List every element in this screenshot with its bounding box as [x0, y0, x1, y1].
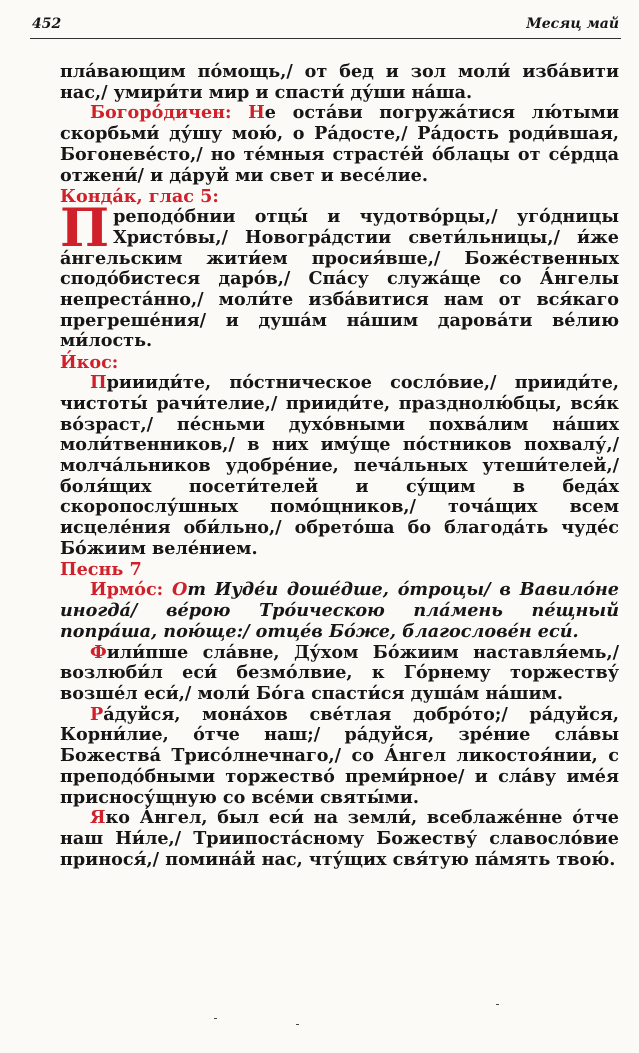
kondak-text: реподо́бнии отцы́ и чудотво́рцы,/ уго́дницы Христо́вы,/ Новогра́дстии свети́льницы,/ и́же а́нгельским жити́ем просия́вше,/ Боже́ственных сподо́бистеся даро́в,/ Спа́су служа́ще со А́нгелы непреста́нно,/ моли́те изба́витися нам от вся́каго прегреше́ния/ и душа́м на́шим дарова́ти ве́лию ми́лость. — [60, 206, 619, 352]
irmos-initial: О — [171, 579, 188, 601]
kondak-heading: Конда́к, глас 5: — [60, 186, 219, 208]
theotokion-label: Богоро́дичен: — [90, 102, 249, 124]
continued-paragraph — [60, 62, 619, 103]
print-speck — [296, 1024, 299, 1025]
troparion-initial: Ф — [90, 641, 107, 663]
troparion-1 — [60, 643, 619, 705]
theotokion-text: е оста́ви погружа́тися лю́тыми скорбьми́ ду́шу мою́, о Ра́досте,/ Ра́дость роди́вшая, Богоневе́сто,/ но те́мныя страсте́й о́блацы от се́рдца отжени́/ и да́руй ми свет и весе́лие. — [60, 102, 619, 186]
paragraph-text: пла́вающим по́мощь,/ от бед и зол моли́ изба́вити нас,/ умири́ти мир и спасти́ ду́ши на́ша. — [60, 61, 619, 103]
theotokion-initial: Н — [248, 102, 265, 124]
kondak-paragraph — [60, 198, 619, 352]
ikos-paragraph — [60, 373, 619, 559]
page-body — [60, 62, 619, 870]
kondak-drop-cap: П — [60, 198, 110, 260]
ikos-heading: И́кос: — [60, 352, 119, 374]
print-speck — [496, 1004, 499, 1005]
troparion-text: или́пше сла́вне, Ду́хом Бо́жиим наставля́емь,/ возлюби́л еси́ безмо́лвие, к Го́рнему торжеству́ возше́л еси́,/ моли́ Бо́га спасти́ся душа́м на́шим. — [60, 641, 619, 704]
theotokion-paragraph — [60, 103, 619, 186]
troparion-2 — [60, 705, 619, 809]
troparion-text: а́дуйся, мона́хов све́тлая добро́то;/ ра́дуйся, Корни́лие, о́тче наш;/ ра́дуйся, зре́ние сла́вы Божества́ Трисо́лнечнаго,/ со А́нгел ликостоя́нии, с преподо́бными торжество́ преми́рное/ и сла́ву име́я присносу́щную со все́ми святы́ми. — [60, 703, 619, 808]
page-number: 452 — [32, 16, 62, 32]
page-header — [30, 14, 621, 39]
irmos-paragraph — [60, 580, 619, 642]
troparion-text: ко А́нгел, был еси́ на земли́, всеблаже́нне о́тче наш Ни́ле,/ Триипоста́сному Божеству́ славосло́вие принося́,/ помина́й нас, чту́щих свя́тую па́мять твою́. — [60, 807, 619, 870]
troparion-3 — [60, 808, 619, 870]
song-heading: Песнь 7 — [60, 559, 142, 581]
ikos-initial: П — [90, 372, 107, 394]
running-title: Месяц май — [526, 16, 619, 32]
troparion-initial: Я — [90, 807, 106, 829]
irmos-label: Ирмо́с: — [90, 579, 172, 601]
troparion-initial: Р — [90, 703, 104, 725]
ikos-text: риииди́те, по́стническое сосло́вие,/ прииди́те, чистоты́ рачи́телие,/ прииди́те, празднолю́бцы, вся́к во́зраст,/ пе́сньми духо́вными похва́лим на́ших моли́твенников,/ в них иму́ще по́стников похвалу́,/ молча́льников удобре́ние, печа́льных утеши́телей,/ боля́щих посети́телей и су́щим в беда́х скоропослу́шных помо́щников,/ точа́щих всем исцеле́ния оби́льно,/ обрето́ша бо благода́ть чуде́с Бо́жиим веле́нием. — [60, 372, 619, 559]
irmos-text: т Иуде́и доше́дше, о́троцы/ в Вавило́не иногда́/ ве́рою Тро́ическою пла́мень пе́щный попра́ша, пою́ще:/ отце́в Бо́же, благослове́н еси́. — [60, 579, 619, 642]
print-speck — [214, 1018, 217, 1019]
